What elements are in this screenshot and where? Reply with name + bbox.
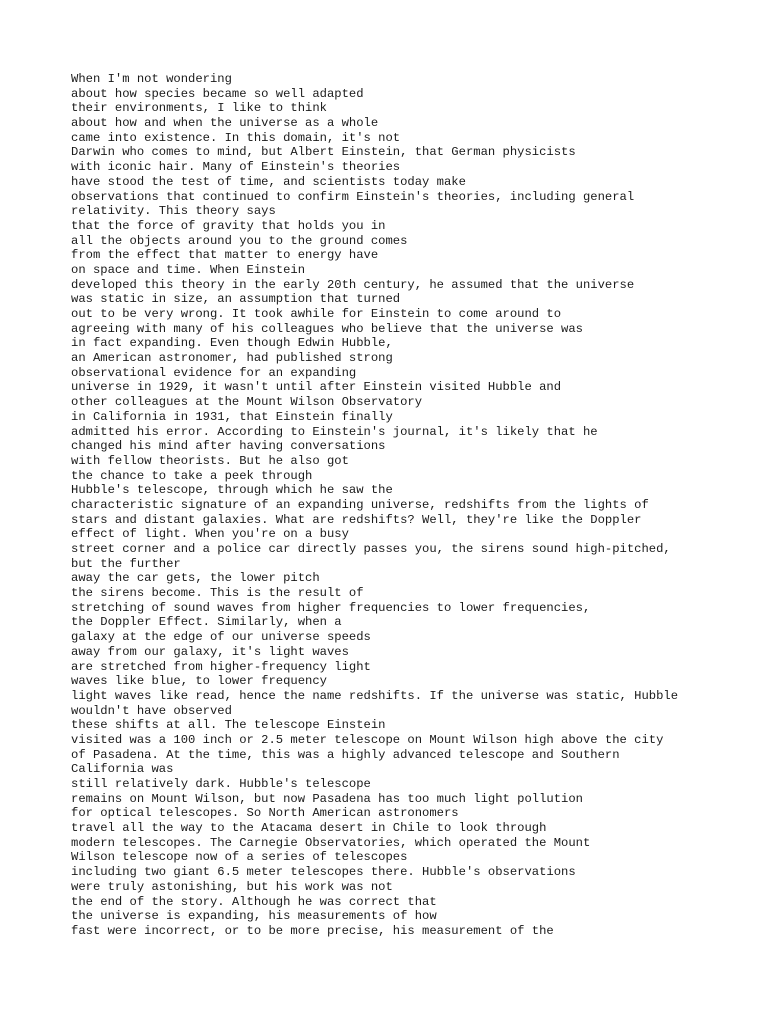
text-line: travel all the way to the Atacama desert in Chile to look through [71,821,547,836]
text-line: California was [71,762,174,777]
text-line: still relatively dark. Hubble's telescope [71,777,371,791]
text-line: but the further [71,556,181,571]
text-line: was static in size, an assumption that turned [71,292,401,307]
text-line: away from our galaxy, it's light waves [71,644,349,659]
text-line: the end of the story. Although he was correct that [71,894,437,909]
text-line: are stretched from higher-frequency light [71,659,371,674]
text-line: were truly astonishing, but his work was not [71,879,393,894]
text-line: observational evidence for an expanding [71,365,357,380]
text-line: observations that continued to confirm Einstein's theories, including general [71,189,635,204]
text-line: developed this theory in the early 20th century, he assumed that the universe [71,277,635,292]
text-line: in fact expanding. Even though Edwin Hubble, [71,336,393,351]
text-line: visited was a 100 inch or 2.5 meter telescope on Mount Wilson high above the city [71,732,664,747]
text-line: relativity. This theory says [71,204,276,219]
text-line: an American astronomer, had published strong [71,351,393,366]
text-line: fast were incorrect, or to be more precise, his measurement of the [71,923,554,938]
text-line: that the force of gravity that holds you in [71,218,386,233]
text-line: universe in 1929, it wasn't until after Einstein visited Hubble and [71,380,562,395]
text-line: the chance to take a peek through [71,468,313,483]
text-line: Darwin who comes to mind, but Albert Einstein, that German physicists [71,145,576,160]
text-line: the sirens become. This is the result of [71,586,364,601]
text-line: stars and distant galaxies. What are redshifts? Well, they're like the Doppler [71,512,642,527]
text-line: waves like blue, to lower frequency [71,674,327,689]
text-line: changed his mind after having conversations [71,439,386,454]
text-line: agreeing with many of his colleagues who believe that the universe was [71,321,583,336]
text-line: Hubble's telescope, through which he saw the [71,483,393,498]
text-line: out to be very wrong. It took awhile for Einstein to come around to [71,307,562,321]
text-line: galaxy at the edge of our universe speeds [71,630,371,645]
text-line: with iconic hair. Many of Einstein's theories [71,160,401,175]
text-line: with fellow theorists. But he also got [71,453,349,468]
text-line: stretching of sound waves from higher frequencies to lower frequencies, [71,600,591,615]
text-line: the Doppler Effect. Similarly, when a [71,615,342,630]
text-line: street corner and a police car directly passes you, the sirens sound high-pitched, [71,542,671,556]
text-line: the universe is expanding, his measurements of how [71,909,437,924]
text-line: modern telescopes. The Carnegie Observatories, which operated the Mount [71,835,591,850]
text-line: wouldn't have observed [71,703,232,718]
text-line: effect of light. When you're on a busy [71,527,349,542]
text-line: about how and when the universe as a whole [71,116,379,131]
text-line: When I'm not wondering [71,72,232,86]
text-line: of Pasadena. At the time, this was a highly advanced telescope and Southern [71,747,620,762]
text-line: all the objects around you to the ground comes [71,233,408,248]
text-line: about how species became so well adapted [71,86,364,101]
text-line: for optical telescopes. So North American astronomers [71,806,459,821]
text-line: remains on Mount Wilson, but now Pasadena has too much light pollution [71,791,583,806]
text-line: including two giant 6.5 meter telescopes there. Hubble's observations [71,865,576,880]
text-line: their environments, I like to think [71,101,327,116]
text-line: Wilson telescope now of a series of telescopes [71,850,408,865]
document-body [71,72,761,939]
text-line: light waves like read, hence the name redshifts. If the universe was static, Hubble [71,688,679,703]
text-line: admitted his error. According to Einstein's journal, it's likely that he [71,424,598,439]
text-line: have stood the test of time, and scientists today make [71,174,466,189]
text-line: in California in 1931, that Einstein finally [71,409,393,424]
text-line: on space and time. When Einstein [71,262,306,277]
text-line: from the effect that matter to energy have [71,248,379,263]
text-line: these shifts at all. The telescope Einstein [71,718,386,733]
text-line: other colleagues at the Mount Wilson Observatory [71,395,423,410]
text-line: came into existence. In this domain, it's not [71,130,401,145]
text-line: characteristic signature of an expanding universe, redshifts from the lights of [71,497,649,512]
text-line: away the car gets, the lower pitch [71,571,320,586]
